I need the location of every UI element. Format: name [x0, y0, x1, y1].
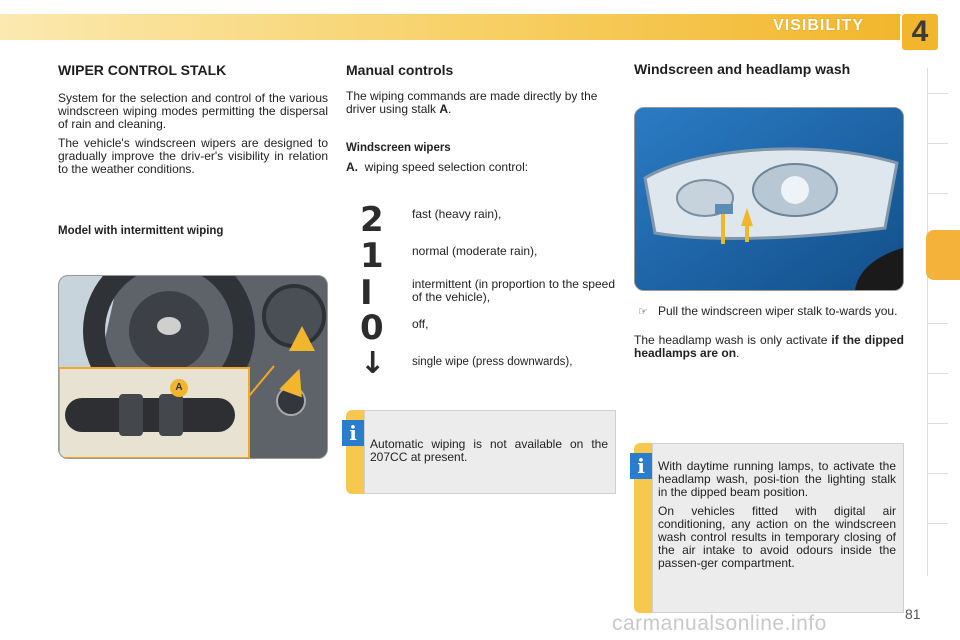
subheading-windscreen-wipers: Windscreen wipers — [346, 142, 451, 154]
column-windscreen-headlamp-wash — [634, 62, 904, 77]
subheading-intermittent: Model with intermittent wiping — [58, 225, 224, 237]
headlamp-wash-photo — [634, 107, 904, 291]
info-icon: i — [630, 453, 652, 479]
headlamp-note-start: The headlamp wash is only activate — [634, 333, 832, 347]
tab-divider — [928, 523, 948, 524]
tab-divider — [928, 193, 948, 194]
pointing-hand-icon: ☞ — [638, 305, 648, 318]
tab-divider — [928, 423, 948, 424]
info-air-conditioning-para: On vehicles fitted with digital air conditioning, any action on the windscreen wash control results in temporary closing of the air intake to avoid odours inside the passen-ger compartment. — [658, 504, 896, 570]
heading-manual-controls: Manual controls — [346, 62, 454, 78]
chapter-tabs — [927, 68, 960, 576]
speed-intermittent-symbol: I — [360, 273, 373, 313]
item-letter: A. — [346, 160, 358, 174]
heading-windscreen-headlamp-wash: Windscreen and headlamp wash — [634, 61, 851, 77]
header-bar — [0, 14, 905, 40]
speed-2-symbol: 2 — [360, 200, 384, 240]
design-paragraph: The vehicle's windscreen wipers are designed to gradually improve the driv-er's visibility in relation to the weather conditions. — [58, 136, 328, 176]
info-automatic-wiping-text: Automatic wiping is not available on the 207CC at present. — [370, 437, 608, 464]
info-box-automatic-wiping — [346, 410, 616, 494]
stalk-label-a: A — [170, 379, 188, 397]
tab-divider — [928, 93, 948, 94]
active-chapter-tab[interactable] — [926, 230, 960, 280]
headlamp-note-condition: if the dipped headlamps are on — [634, 333, 905, 360]
wiper-stalk-illustration — [59, 276, 327, 458]
manual-intro — [346, 90, 618, 116]
section-title: VISIBILITY — [773, 17, 864, 34]
info-box-daytime-lamps — [634, 443, 904, 613]
pull-stalk-text: Pull the windscreen wiper stalk to-wards you. — [658, 304, 898, 318]
manual-intro-stalk: A — [439, 102, 449, 116]
wiper-stalk-figure — [58, 275, 328, 459]
page-number: 81 — [905, 606, 921, 622]
headlamp-note-end: . — [736, 346, 740, 360]
headlamp-wash-note — [634, 334, 904, 360]
info-daytime-lamps-para: With daytime running lamps, to activate the headlamp wash, posi-tion the lighting stalk in the dipped beam position. — [658, 459, 896, 499]
heading-wiper-control-stalk: WIPER CONTROL STALK — [58, 62, 227, 78]
single-wipe-text: single wipe (press downwards), — [412, 356, 573, 368]
intro-paragraph: System for the selection and control of the various windscreen wiping modes permitting the dispersal of rain and cleaning. — [58, 91, 328, 131]
speed-selection-item — [346, 161, 618, 174]
single-wipe-arrow-icon: ↓ — [360, 346, 386, 381]
speed-off-symbol: 0 — [360, 308, 384, 348]
manual-intro-end: . — [448, 102, 452, 116]
pull-stalk-instruction — [638, 305, 904, 318]
tab-divider — [928, 323, 948, 324]
info-daytime-lamps-text — [658, 460, 896, 570]
column-wiper-control-stalk — [58, 62, 328, 238]
manual-intro-text: The wiping commands are made directly by the driver using stalk — [346, 89, 598, 116]
watermark: carmanualsonline.info — [612, 612, 827, 635]
headlamp-illustration — [635, 108, 903, 290]
tab-divider — [928, 373, 948, 374]
speed-2-text: fast (heavy rain), — [412, 207, 502, 221]
info-icon: i — [342, 420, 364, 446]
page-header — [0, 0, 960, 52]
tab-divider — [928, 473, 948, 474]
column-manual-controls — [346, 62, 618, 174]
speed-off-text: off, — [412, 317, 429, 331]
tab-divider — [928, 143, 948, 144]
speed-intermittent-text: intermittent (in proportion to the speed of the vehicle), — [412, 277, 615, 304]
item-text: wiping speed selection control: — [364, 160, 529, 174]
chapter-number: 4 — [900, 12, 940, 52]
speed-1-symbol: 1 — [360, 236, 384, 276]
speed-1-text: normal (moderate rain), — [412, 244, 538, 258]
